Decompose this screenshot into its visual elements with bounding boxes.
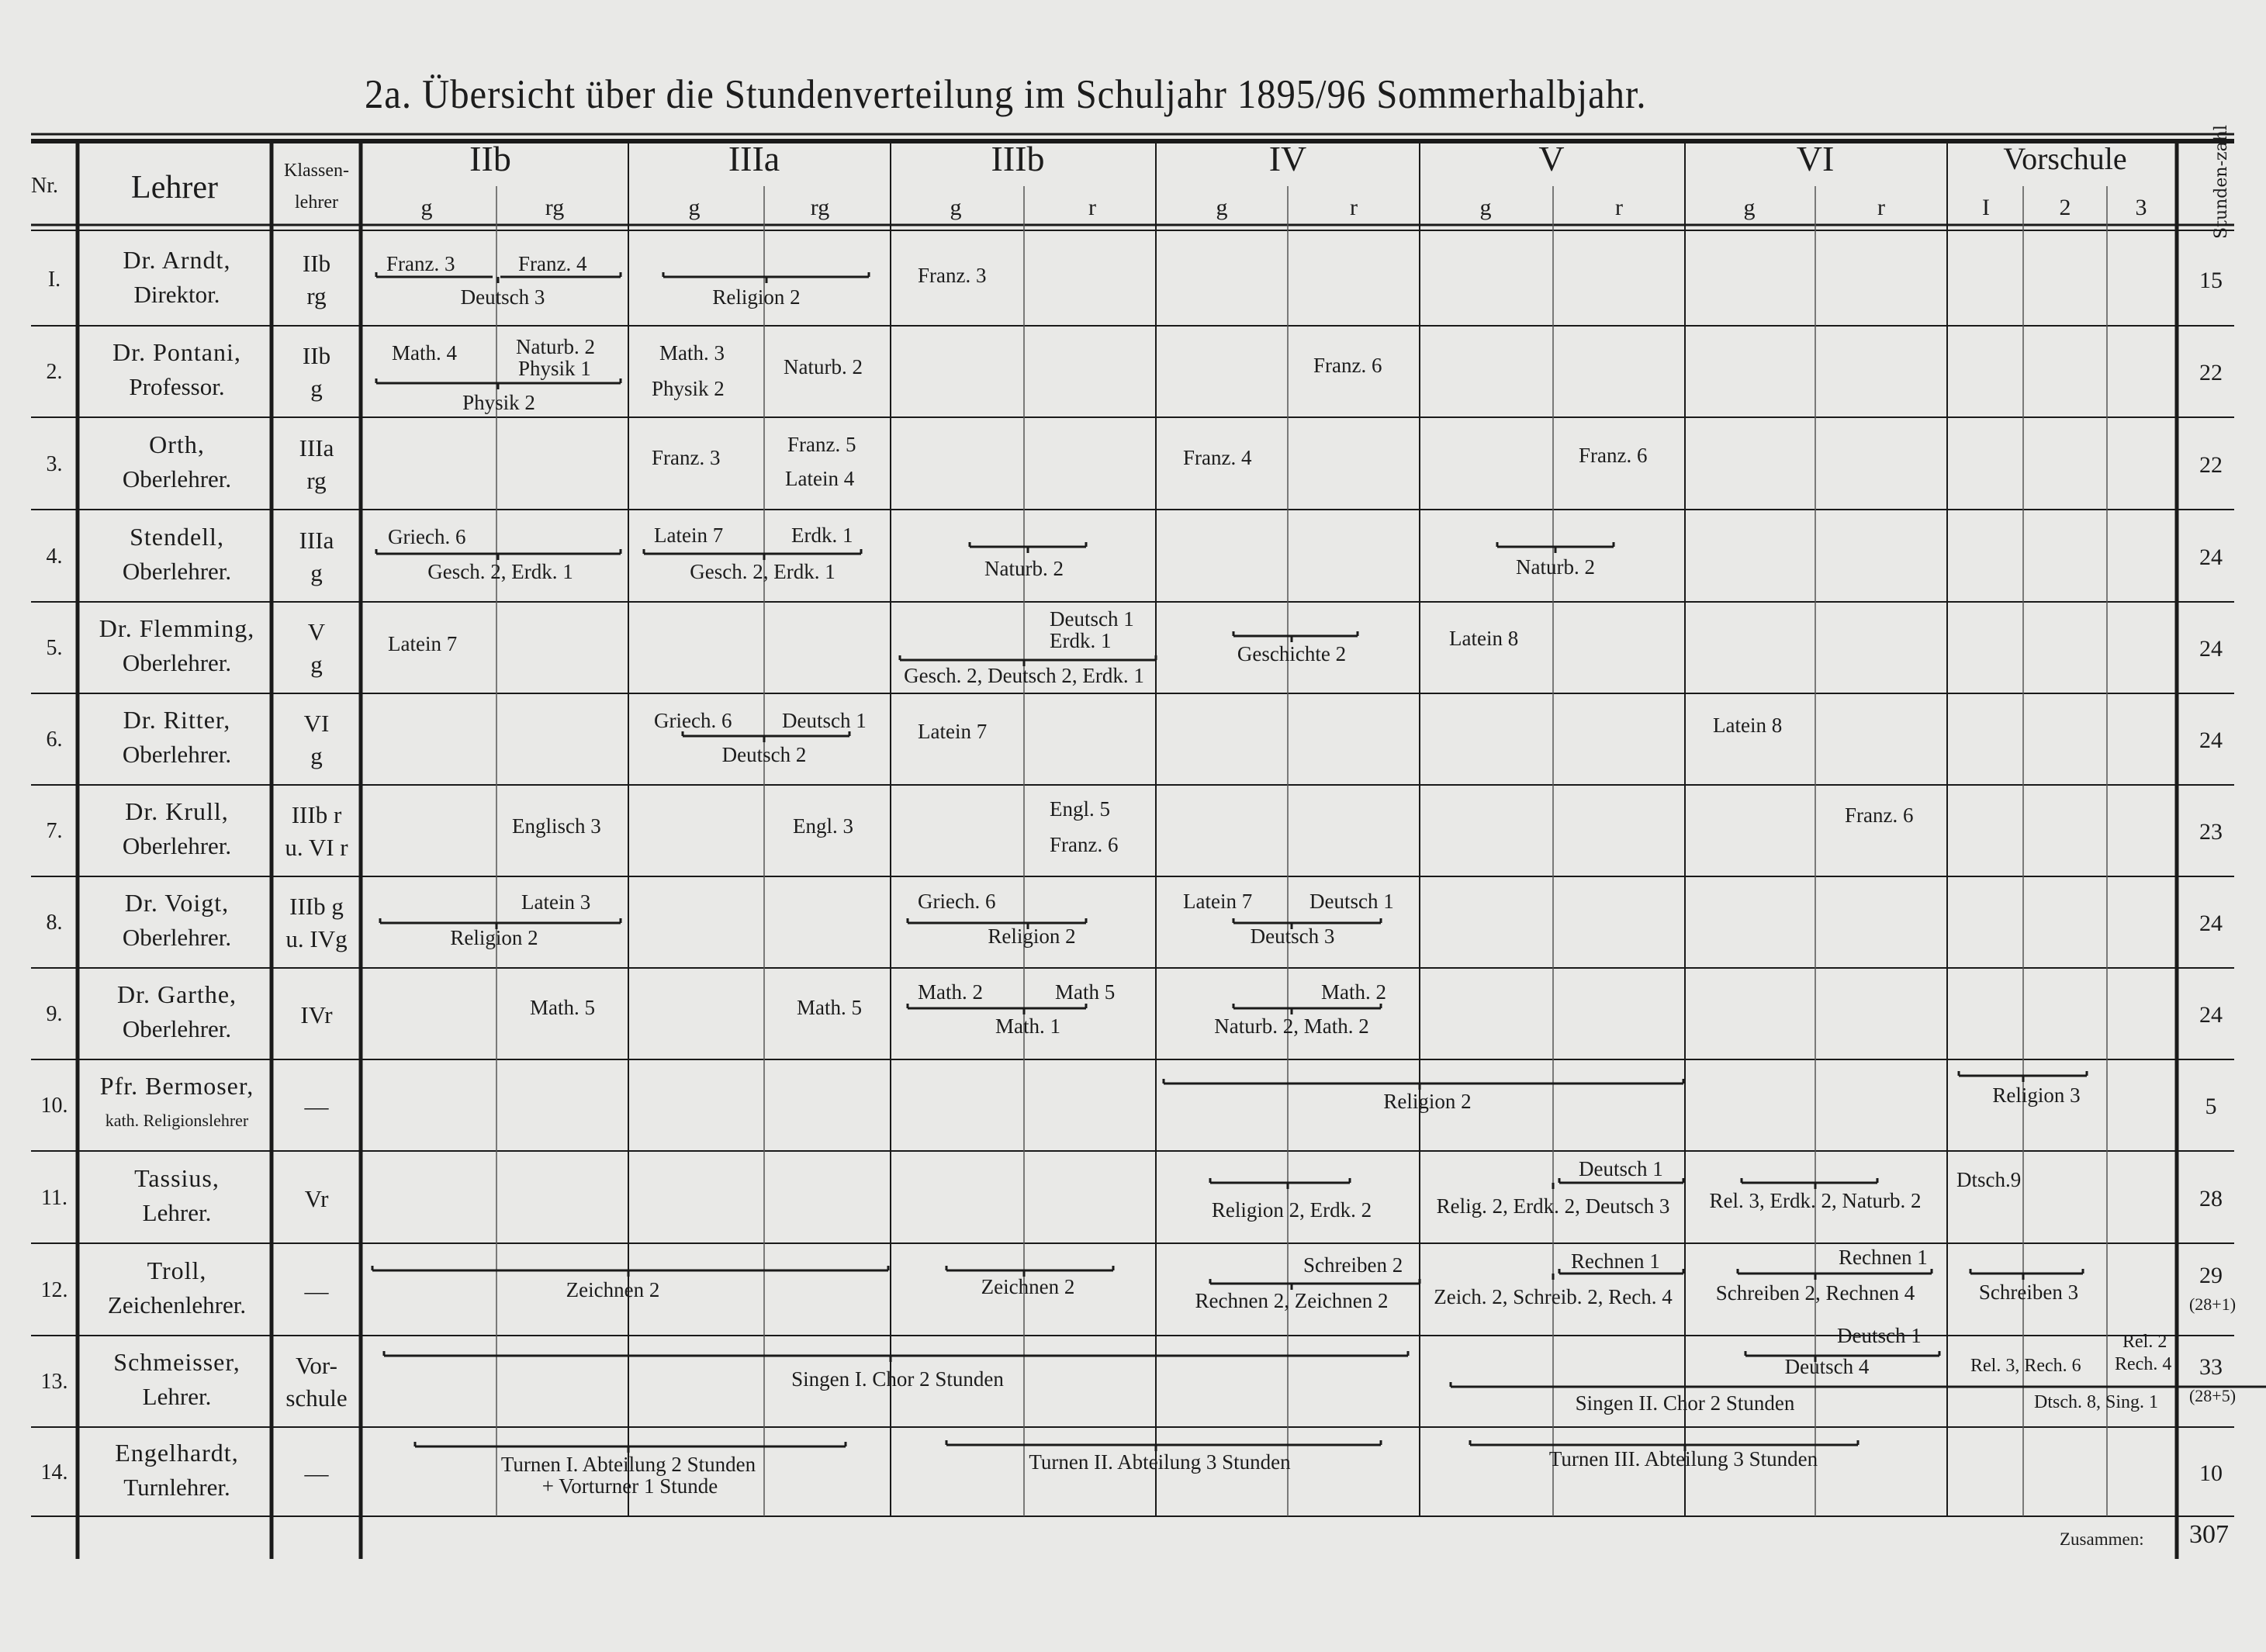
klassenlehrer-1: Vr xyxy=(304,1184,329,1212)
cell: Franz. 4 xyxy=(1183,446,1252,469)
class-header-IIIa: IIIa xyxy=(728,139,780,178)
sub-IIIa-rg: rg xyxy=(810,195,830,220)
cell: Math. 3 xyxy=(659,341,725,365)
row-number: 4. xyxy=(46,544,63,569)
teacher-name: Pfr. Bermoser, xyxy=(99,1072,254,1100)
cell: Griech. 6 xyxy=(388,525,466,548)
class-header-V: V xyxy=(1538,139,1565,178)
sub-Vorschule-1: I xyxy=(1982,195,1990,220)
cell: Religion 2, Erdk. 2 xyxy=(1211,1198,1372,1222)
cell: + Vorturner 1 Stunde xyxy=(541,1474,718,1498)
stundenzahl: 33 xyxy=(2199,1354,2223,1380)
cell: Gesch. 2, Deutsch 2, Erdk. 1 xyxy=(904,664,1144,687)
cell: Deutsch 4 xyxy=(1784,1355,1870,1378)
klassenlehrer-1: — xyxy=(304,1459,329,1487)
row-number: 5. xyxy=(46,636,63,660)
cell: Erdk. 1 xyxy=(791,524,853,547)
teacher-role: Professor. xyxy=(129,373,225,400)
cell: Franz. 5 xyxy=(787,433,856,456)
cell: Deutsch 2 xyxy=(721,743,807,766)
row-number: 11. xyxy=(41,1185,67,1210)
sub-IIIa-g: g xyxy=(688,195,701,220)
cell: Deutsch 1 xyxy=(1309,890,1394,913)
teacher-role: Oberlehrer. xyxy=(122,741,232,768)
klassenlehrer-1: IVr xyxy=(300,1001,333,1028)
cell: Math. 1 xyxy=(995,1014,1060,1038)
stundenzahl: 22 xyxy=(2199,360,2223,385)
teacher-name: Orth, xyxy=(149,430,205,458)
cell: Franz. 6 xyxy=(1050,833,1119,856)
stundenzahl: 23 xyxy=(2199,819,2223,845)
klassenlehrer-2: u. VI r xyxy=(285,834,348,861)
teacher-role: Lehrer. xyxy=(142,1198,212,1226)
klassenlehrer-1: V xyxy=(307,618,326,645)
cell: Math 5 xyxy=(1055,980,1116,1004)
teacher-role: Oberlehrer. xyxy=(122,1015,232,1042)
row-number: 6. xyxy=(46,728,63,752)
grand-total: 307 xyxy=(2189,1520,2229,1549)
cell: Erdk. 1 xyxy=(1050,629,1112,652)
class-header-IIb: IIb xyxy=(469,139,511,178)
teacher-role: Direktor. xyxy=(133,281,220,308)
cell: Engl. 5 xyxy=(1050,797,1110,821)
cell: Naturb. 2, Math. 2 xyxy=(1214,1014,1369,1038)
cell: Griech. 6 xyxy=(654,709,732,732)
cell: Math. 2 xyxy=(918,980,983,1004)
cell: Deutsch 1 xyxy=(1050,607,1134,631)
cell: Schreiben 2 xyxy=(1303,1253,1403,1277)
cell: Deutsch 3 xyxy=(1250,924,1335,948)
teacher-role: Oberlehrer. xyxy=(122,924,232,951)
cell: Gesch. 2, Erdk. 1 xyxy=(427,560,573,583)
klassenlehrer-header-1: Klassen- xyxy=(284,161,349,181)
cell: Zeichnen 2 xyxy=(981,1275,1075,1298)
cell: Franz. 3 xyxy=(386,252,455,275)
stundenzahl: 24 xyxy=(2199,728,2223,753)
cell: Latein 7 xyxy=(388,632,458,655)
cell: Turnen III. Abteilung 3 Stunden xyxy=(1548,1447,1818,1471)
sub-IIIb-r: r xyxy=(1088,195,1096,220)
class-header-IIIb: IIIb xyxy=(991,139,1045,178)
klassenlehrer-2: rg xyxy=(306,466,327,494)
cell: Math. 4 xyxy=(392,341,457,365)
teacher-name: Tassius, xyxy=(134,1163,220,1192)
teacher-role: Zeichenlehrer. xyxy=(107,1291,247,1318)
cell: Singen II. Chor 2 Stunden xyxy=(1575,1391,1795,1415)
klassenlehrer-1: Vor- xyxy=(296,1352,337,1379)
cell: Franz. 4 xyxy=(518,252,587,275)
stundenzahl: 24 xyxy=(2199,911,2223,936)
klassenlehrer-1: IIb xyxy=(302,250,331,277)
stundenzahl-note: (28+5) xyxy=(2188,1386,2237,1405)
cell: Physik 2 xyxy=(462,391,535,414)
stundenzahl: 24 xyxy=(2199,544,2223,570)
sub-V-g: g xyxy=(1479,195,1492,220)
cell: Math. 5 xyxy=(530,996,595,1019)
sub-VI-g: g xyxy=(1743,195,1756,220)
cell: Rel. 3, Rech. 6 xyxy=(1970,1356,2081,1376)
klassenlehrer-1: IIb xyxy=(302,342,331,369)
stundenzahl: 24 xyxy=(2199,1002,2223,1028)
nr-header: Nr. xyxy=(31,174,58,198)
cell: Rel. 3, Erdk. 2, Naturb. 2 xyxy=(1709,1189,1922,1212)
teacher-name: Dr. Voigt, xyxy=(124,889,230,917)
teacher-name: Troll, xyxy=(147,1256,207,1284)
teacher-name: Engelhardt, xyxy=(115,1438,239,1467)
cell: Latein 8 xyxy=(1449,627,1519,650)
teacher-role: Oberlehrer. xyxy=(122,649,232,676)
klassenlehrer-1: IIIb r xyxy=(291,801,342,828)
row-number: 12. xyxy=(40,1277,68,1302)
cell: Naturb. 2 xyxy=(516,335,595,358)
cell: Rechnen 2, Zeichnen 2 xyxy=(1195,1289,1389,1312)
cell: Latein 7 xyxy=(654,524,724,547)
sub-IIIb-g: g xyxy=(950,195,962,220)
cell: Naturb. 2 xyxy=(1516,555,1595,579)
sub-Vorschule-2: 2 xyxy=(2059,195,2071,220)
cell: Relig. 2, Erdk. 2, Deutsch 3 xyxy=(1436,1194,1670,1218)
klassenlehrer-2: u. IVg xyxy=(285,925,348,952)
teacher-role: Oberlehrer. xyxy=(122,557,232,585)
cell: Deutsch 3 xyxy=(460,285,545,309)
cell: Zeich. 2, Schreib. 2, Rech. 4 xyxy=(1434,1285,1673,1308)
klassenlehrer-1: — xyxy=(304,1093,329,1120)
klassenlehrer-2: g xyxy=(310,375,323,402)
cell: Griech. 6 xyxy=(918,890,996,913)
klassenlehrer-2: g xyxy=(310,558,323,586)
cell: Franz. 3 xyxy=(918,264,987,287)
cell: Franz. 6 xyxy=(1579,444,1648,467)
sub-IV-g: g xyxy=(1216,195,1228,220)
row-number: 8. xyxy=(46,911,63,935)
row-number: 2. xyxy=(46,360,63,384)
cell: Rel. 2 xyxy=(2122,1332,2167,1352)
cell: Latein 3 xyxy=(521,890,591,914)
page-title: 2a. Übersicht über die Stundenverteilung im Schuljahr 1895/96 Sommerhalbjahr. xyxy=(365,72,1647,117)
cell: Rechnen 1 xyxy=(1839,1246,1928,1269)
sub-V-r: r xyxy=(1615,195,1623,220)
cell: Franz. 6 xyxy=(1845,804,1914,827)
cell: Singen I. Chor 2 Stunden xyxy=(791,1367,1004,1391)
row-number: I. xyxy=(47,268,61,292)
teacher-role: Oberlehrer. xyxy=(122,465,232,492)
cell: Physik 2 xyxy=(652,377,725,400)
sub-IV-r: r xyxy=(1350,195,1358,220)
stundenzahl: 24 xyxy=(2199,636,2223,662)
cell: Geschichte 2 xyxy=(1237,642,1347,665)
cell: Physik 1 xyxy=(518,357,591,380)
cell: Religion 2 xyxy=(712,285,801,309)
stundenzahl: 29 xyxy=(2199,1262,2223,1288)
cell: Deutsch 1 xyxy=(782,709,867,732)
teacher-name: Dr. Arndt, xyxy=(123,246,231,274)
row-number: 3. xyxy=(46,451,63,476)
cell: Latein 8 xyxy=(1713,714,1783,737)
stundenzahl: 10 xyxy=(2199,1460,2223,1486)
cell: Turnen I. Abteilung 2 Stunden xyxy=(500,1453,756,1476)
stundenzahl: 5 xyxy=(2205,1094,2217,1119)
sub-IIb-rg: rg xyxy=(545,195,565,220)
klassenlehrer-1: VI xyxy=(303,710,330,737)
stundenzahl: 15 xyxy=(2199,268,2223,293)
cell: Naturb. 2 xyxy=(784,355,863,378)
cell: Rechnen 1 xyxy=(1571,1249,1660,1273)
cell: Math. 2 xyxy=(1321,980,1386,1004)
teacher-name: Stendell, xyxy=(130,522,224,551)
class-header-VI: VI xyxy=(1796,139,1835,178)
row-number: 14. xyxy=(40,1460,68,1484)
stundenzahl: 22 xyxy=(2199,451,2223,478)
teacher-role: Oberlehrer. xyxy=(122,832,232,859)
row-number: 7. xyxy=(46,819,63,843)
cell: Schreiben 2, Rechnen 4 xyxy=(1715,1281,1915,1305)
stundenzahl-header: Stunden-zahl xyxy=(2211,125,2231,239)
teacher-name: Dr. Ritter, xyxy=(123,706,231,734)
lehrer-header: Lehrer xyxy=(131,170,218,206)
row-number: 13. xyxy=(40,1370,68,1394)
cell: Turnen II. Abteilung 3 Stunden xyxy=(1029,1450,1291,1474)
teacher-name: Dr. Pontani, xyxy=(112,338,241,366)
cell: Religion 2 xyxy=(1383,1090,1472,1113)
cell: Math. 5 xyxy=(797,996,862,1019)
teacher-name: Dr. Garthe, xyxy=(116,980,237,1008)
cell: Deutsch 1 xyxy=(1837,1324,1922,1347)
klassenlehrer-2: schule xyxy=(285,1384,348,1412)
cell: Deutsch 1 xyxy=(1579,1157,1663,1180)
cell: Englisch 3 xyxy=(512,814,601,838)
stundenzahl: 28 xyxy=(2199,1185,2223,1211)
teacher-role: kath. Religionslehrer xyxy=(105,1111,249,1130)
klassenlehrer-1: IIIa xyxy=(299,434,334,461)
klassenlehrer-2: rg xyxy=(306,282,327,309)
cell: Dtsch. 8, Sing. 1 xyxy=(2034,1392,2159,1412)
cell: Religion 3 xyxy=(1992,1083,2081,1107)
row-number: 10. xyxy=(40,1094,68,1118)
cell: Latein 4 xyxy=(785,467,855,490)
class-header-Vorschule: Vorschule xyxy=(2003,141,2127,176)
row-number: 9. xyxy=(46,1002,63,1026)
class-header-IV: IV xyxy=(1268,139,1307,178)
sub-VI-r: r xyxy=(1877,195,1885,220)
cell: Rech. 4 xyxy=(2115,1354,2172,1374)
teacher-name: Dr. Flemming, xyxy=(99,614,255,642)
klassenlehrer-header-2: lehrer xyxy=(295,192,338,213)
klassenlehrer-1: — xyxy=(304,1277,329,1305)
klassenlehrer-1: IIIb g xyxy=(289,893,344,920)
sub-IIb-g: g xyxy=(420,195,433,220)
teacher-role: Turnlehrer. xyxy=(123,1473,230,1501)
teacher-name: Schmeisser, xyxy=(113,1348,240,1376)
cell: Dtsch.9 xyxy=(1956,1168,2022,1191)
cell: Franz. 6 xyxy=(1313,354,1382,377)
cell: Naturb. 2 xyxy=(984,557,1064,580)
cell: Latein 7 xyxy=(1183,890,1253,913)
klassenlehrer-2: g xyxy=(310,651,323,678)
cell: Religion 2 xyxy=(988,924,1076,948)
cell: Franz. 3 xyxy=(652,446,721,469)
cell: Engl. 3 xyxy=(793,814,853,838)
cell: Latein 7 xyxy=(918,720,988,743)
cell: Religion 2 xyxy=(450,926,538,949)
klassenlehrer-1: IIIa xyxy=(299,526,334,554)
stundenzahl-note: (28+1) xyxy=(2188,1294,2237,1314)
teacher-name: Dr. Krull, xyxy=(125,797,229,825)
cell: Zeichnen 2 xyxy=(566,1278,660,1301)
klassenlehrer-2: g xyxy=(310,742,323,769)
zusammen-label: Zusammen: xyxy=(2060,1529,2144,1549)
cell: Schreiben 3 xyxy=(1978,1280,2079,1304)
teacher-role: Lehrer. xyxy=(142,1383,212,1410)
sub-Vorschule-3: 3 xyxy=(2135,195,2147,220)
cell: Gesch. 2, Erdk. 1 xyxy=(690,560,835,583)
